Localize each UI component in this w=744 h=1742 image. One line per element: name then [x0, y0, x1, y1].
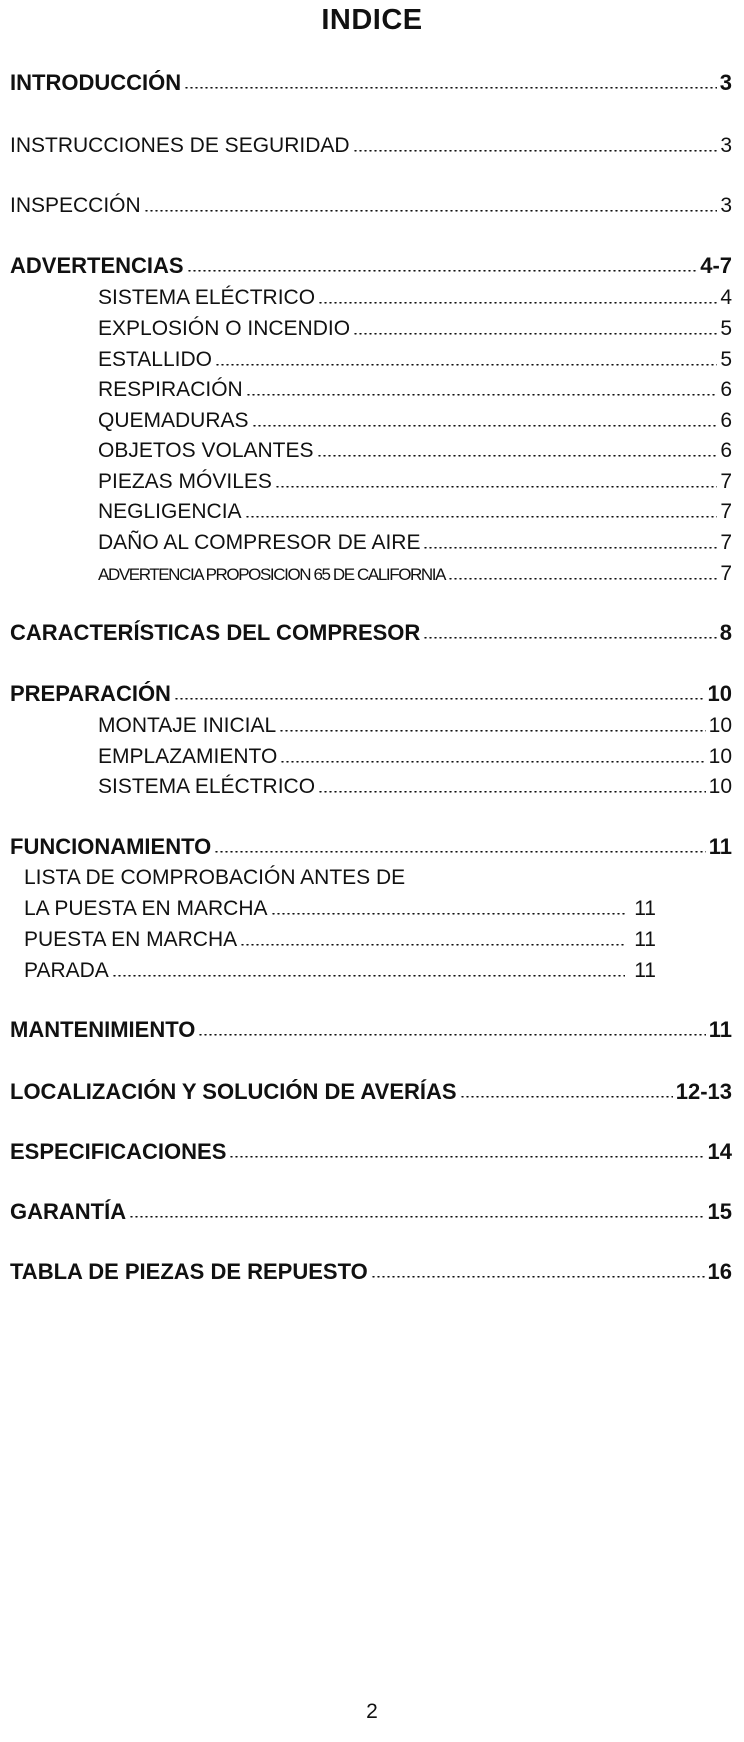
toc-label: PIEZAS MÓVILES: [98, 470, 272, 493]
leader-dots: [214, 851, 705, 854]
toc-page: 11: [708, 834, 732, 859]
leader-dots: [318, 302, 717, 305]
toc-entry-quemaduras[interactable]: [98, 406, 732, 436]
leader-dots: [129, 1216, 704, 1219]
toc-label: LOCALIZACIÓN Y SOLUCIÓN DE AVERÍAS: [10, 1079, 457, 1104]
toc-page: 6: [720, 409, 732, 432]
leader-dots: [318, 791, 706, 794]
toc-label: EXPLOSIÓN O INCENDIO: [98, 317, 351, 340]
leader-dots: [245, 516, 718, 519]
toc-page: 4: [720, 286, 732, 309]
toc-page: 11: [634, 928, 656, 951]
leader-dots: [240, 944, 625, 947]
toc-entry-instrucciones[interactable]: [10, 131, 732, 161]
leader-dots: [353, 333, 717, 336]
toc-page: 6: [720, 378, 732, 401]
leader-dots: [317, 455, 718, 458]
toc-entry-sistema-electrico[interactable]: [98, 283, 732, 313]
toc-entry-caracteristicas[interactable]: [10, 618, 732, 648]
leader-dots: [252, 425, 718, 428]
toc-label: FUNCIONAMIENTO: [10, 834, 212, 859]
toc-entry-sistema-electrico-2[interactable]: [98, 772, 732, 802]
toc-page: 14: [707, 1139, 732, 1164]
toc-entry-montaje-inicial[interactable]: [98, 711, 732, 741]
toc-entry-preparacion[interactable]: [10, 679, 732, 709]
toc-entry-puesta-marcha[interactable]: [24, 925, 656, 955]
leader-dots: [448, 578, 717, 581]
toc-page: 12-13: [675, 1079, 732, 1104]
toc-entry-funcionamiento[interactable]: [10, 832, 732, 862]
toc-label: MANTENIMIENTO: [10, 1017, 196, 1042]
toc-entry-dano-compresor[interactable]: [98, 528, 732, 558]
leader-dots: [280, 761, 705, 764]
toc-label: OBJETOS VOLANTES: [98, 439, 314, 462]
leader-dots: [460, 1096, 673, 1099]
toc-entry-mantenimiento[interactable]: [10, 1015, 732, 1045]
toc-page: 3: [720, 194, 732, 217]
leader-dots: [144, 210, 718, 213]
toc-entry-inspeccion[interactable]: [10, 191, 732, 221]
toc-entry-localizacion[interactable]: [10, 1077, 732, 1107]
toc-page: 7: [720, 500, 732, 523]
toc-entry-especificaciones[interactable]: [10, 1137, 732, 1167]
toc-entry-negligencia[interactable]: [98, 497, 732, 527]
toc-page: 7: [720, 562, 732, 585]
toc-page: 7: [720, 470, 732, 493]
leader-dots: [275, 486, 717, 489]
toc-page: 5: [720, 348, 732, 371]
toc-page: 4-7: [700, 253, 732, 278]
page-number: 2: [366, 1700, 378, 1723]
toc-label: DAÑO AL COMPRESOR DE AIRE: [98, 531, 421, 554]
leader-dots: [279, 730, 706, 733]
toc-page: 6: [720, 439, 732, 462]
toc-entry-piezas-moviles[interactable]: [98, 467, 732, 497]
toc-label: GARANTÍA: [10, 1199, 127, 1224]
toc-entry-advertencias[interactable]: [10, 251, 732, 281]
toc-label: TABLA DE PIEZAS DE REPUESTO: [10, 1259, 368, 1284]
leader-dots: [215, 364, 717, 367]
toc-page: 3: [719, 70, 732, 95]
toc-entry-objetos-volantes[interactable]: [98, 436, 732, 466]
toc-page: 15: [707, 1199, 732, 1224]
toc-entry-garantia[interactable]: [10, 1197, 732, 1227]
leader-dots: [198, 1034, 705, 1037]
toc-page: 3: [720, 134, 732, 157]
leader-dots: [371, 1276, 705, 1279]
toc-page: 16: [707, 1259, 732, 1284]
toc-entry-explosion[interactable]: [98, 314, 732, 344]
toc-page: 11: [634, 959, 656, 982]
toc-label: RESPIRACIÓN: [98, 378, 243, 401]
toc-entry-respiracion[interactable]: [98, 375, 732, 405]
toc-label: ESTALLIDO: [98, 348, 212, 371]
leader-dots: [423, 637, 716, 640]
leader-dots: [271, 913, 626, 916]
toc-label: NEGLIGENCIA: [98, 500, 242, 523]
leader-dots: [229, 1156, 704, 1159]
toc-entry-parada[interactable]: [24, 956, 656, 986]
toc-label: SISTEMA ELÉCTRICO: [98, 286, 316, 309]
toc-title: INDICE: [321, 4, 423, 36]
toc-label: CARACTERÍSTICAS DEL COMPRESOR: [10, 620, 421, 645]
toc-label: INSTRUCCIONES DE SEGURIDAD: [10, 134, 350, 157]
toc-label: LISTA DE COMPROBACIÓN ANTES DE: [24, 866, 406, 889]
toc-label: INSPECCIÓN: [10, 194, 141, 217]
toc-entry-emplazamiento[interactable]: [98, 742, 732, 772]
toc-page: 7: [720, 531, 732, 554]
leader-dots: [246, 394, 718, 397]
leader-dots: [423, 547, 717, 550]
toc-label: LA PUESTA EN MARCHA: [24, 897, 268, 920]
toc-entry-puesta-marcha-lista[interactable]: [24, 894, 656, 924]
toc-label: EMPLAZAMIENTO: [98, 745, 278, 768]
leader-dots: [353, 150, 718, 153]
toc-label: ESPECIFICACIONES: [10, 1139, 227, 1164]
leader-dots: [112, 975, 625, 978]
toc-page: 11: [708, 1017, 732, 1042]
toc-label: SISTEMA ELÉCTRICO: [98, 775, 316, 798]
toc-entry-tabla-piezas[interactable]: [10, 1257, 732, 1287]
toc-label: MONTAJE INICIAL: [98, 714, 277, 737]
toc-label: INTRODUCCIÓN: [10, 70, 182, 95]
leader-dots: [174, 698, 705, 701]
toc-entry-lista-comprobacion[interactable]: [24, 863, 624, 893]
toc-label: PARADA: [24, 959, 109, 982]
toc-page: 10: [707, 681, 732, 706]
toc-page: 10: [708, 745, 732, 768]
toc-label: QUEMADURAS: [98, 409, 249, 432]
toc-page: 10: [708, 714, 732, 737]
toc-page: 10: [708, 775, 732, 798]
toc-label: PUESTA EN MARCHA: [24, 928, 238, 951]
toc-label: ADVERTENCIAS: [10, 253, 184, 278]
toc-label: PREPARACIÓN: [10, 681, 171, 706]
leader-dots: [187, 270, 698, 273]
toc-entry-introduccion[interactable]: [10, 68, 732, 98]
toc-page: 11: [634, 897, 656, 920]
toc-entry-proposicion-65[interactable]: [98, 559, 732, 589]
toc-page: 8: [719, 620, 732, 645]
leader-dots: [184, 87, 717, 90]
toc-page: 5: [720, 317, 732, 340]
toc-entry-estallido[interactable]: [98, 345, 732, 375]
toc-label: ADVERTENCIA PROPOSICION 65 DE CALIFORNIA: [98, 565, 446, 584]
